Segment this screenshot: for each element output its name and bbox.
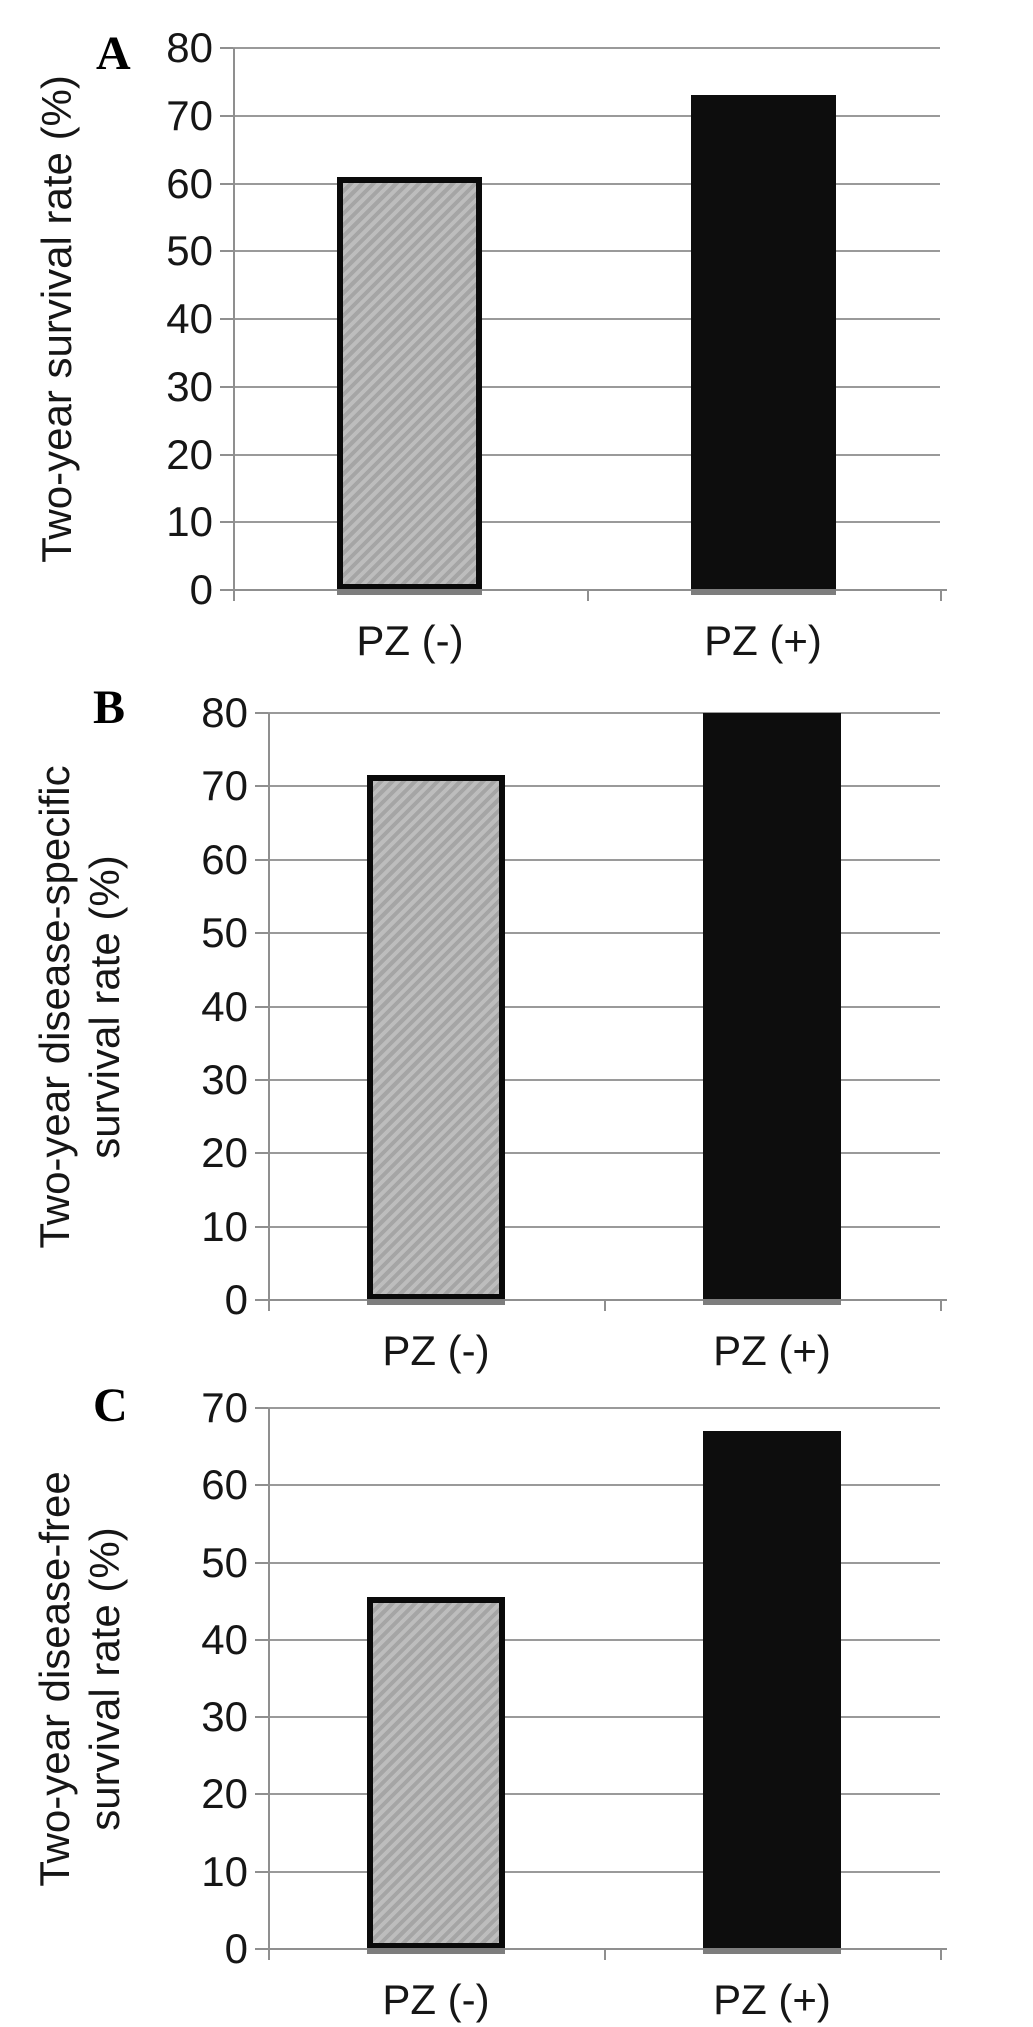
y-axis-tick (255, 1484, 268, 1486)
y-tick-label: 0 (224, 1925, 248, 1972)
y-axis-tick (255, 1639, 268, 1641)
y-tick-label: 40 (201, 983, 248, 1030)
y-axis-tick (255, 1299, 268, 1301)
y-axis-tick (255, 1793, 268, 1795)
x-category-label: PZ (+) (713, 1327, 831, 1374)
y-tick-label: 50 (166, 227, 213, 274)
y-axis-tick (255, 785, 268, 787)
x-axis-tick (940, 1949, 942, 1960)
y-axis-tick (255, 1407, 268, 1409)
y-axis-label-line: Two-year survival rate (%) (33, 75, 80, 563)
y-tick-label: 20 (166, 431, 213, 478)
x-axis-tick (268, 1300, 270, 1311)
y-axis-line (233, 48, 235, 590)
x-category-label: PZ (+) (704, 617, 822, 664)
y-tick-label: 10 (166, 498, 213, 545)
y-axis-line (268, 1408, 270, 1949)
panel-letter-b: B (93, 681, 126, 734)
x-category-label: PZ (+) (713, 1976, 831, 2023)
bar-a-pz-minus (337, 177, 482, 590)
y-axis-tick (220, 386, 233, 388)
x-axis-tick (940, 590, 942, 601)
y-axis-tick (255, 1152, 268, 1154)
bar-b-pz-plus (703, 713, 841, 1300)
y-axis-line (268, 713, 270, 1300)
y-axis-label-a (32, 39, 82, 599)
panel-letter-a: A (96, 27, 131, 80)
x-axis-tick (604, 1300, 606, 1311)
bar-c-pz-minus (367, 1597, 505, 1949)
y-tick-label: 60 (201, 1461, 248, 1508)
gridline (268, 1407, 940, 1409)
y-axis-label-line: Two-year disease-free (31, 1470, 78, 1887)
y-tick-label: 80 (201, 689, 248, 736)
bar-foot (367, 1299, 505, 1305)
y-axis-tick (220, 183, 233, 185)
bar-foot (367, 1948, 505, 1954)
y-axis-tick (255, 932, 268, 934)
y-axis-tick (255, 1716, 268, 1718)
y-tick-label: 70 (166, 92, 213, 139)
x-axis-tick (587, 590, 589, 601)
bar-a-pz-plus (691, 95, 836, 590)
y-tick-label: 20 (201, 1770, 248, 1817)
y-tick-label: 80 (166, 24, 213, 71)
y-tick-label: 10 (201, 1848, 248, 1895)
y-tick-label: 0 (224, 1276, 248, 1323)
panel-letter-c: C (93, 1379, 128, 1432)
y-tick-label: 70 (201, 1384, 248, 1431)
y-axis-tick (255, 1079, 268, 1081)
gridline (233, 47, 940, 49)
y-tick-label: 50 (201, 1539, 248, 1586)
y-axis-tick (220, 454, 233, 456)
bar-foot (337, 589, 482, 595)
bar-foot (703, 1299, 841, 1305)
x-axis-tick (268, 1949, 270, 1960)
y-tick-label: 10 (201, 1203, 248, 1250)
y-axis-tick (220, 521, 233, 523)
y-tick-label: 30 (166, 363, 213, 410)
y-axis-tick (220, 318, 233, 320)
y-tick-label: 50 (201, 909, 248, 956)
y-axis-tick (220, 589, 233, 591)
y-axis-tick (220, 250, 233, 252)
y-axis-label-line: Two-year disease-specific (31, 764, 78, 1249)
y-tick-label: 0 (189, 566, 213, 613)
x-axis-tick (604, 1949, 606, 1960)
x-category-label: PZ (-) (356, 617, 464, 664)
y-tick-label: 40 (166, 295, 213, 342)
y-axis-label-line: survival rate (%) (81, 854, 128, 1159)
x-category-label: PZ (-) (382, 1327, 490, 1374)
y-tick-label: 20 (201, 1129, 248, 1176)
x-axis-tick (940, 1300, 942, 1311)
y-tick-label: 60 (201, 836, 248, 883)
x-axis-tick (233, 590, 235, 601)
y-axis-label-line: survival rate (%) (81, 1526, 128, 1831)
y-axis-tick (255, 1226, 268, 1228)
y-axis-label-b (30, 707, 130, 1307)
bar-foot (703, 1948, 841, 1954)
bar-foot (691, 589, 836, 595)
y-axis-tick (220, 115, 233, 117)
y-tick-label: 70 (201, 762, 248, 809)
y-axis-tick (255, 1948, 268, 1950)
y-axis-tick (255, 859, 268, 861)
y-axis-tick (255, 712, 268, 714)
y-axis-label-c (30, 1379, 130, 1979)
bar-c-pz-plus (703, 1431, 841, 1949)
y-axis-tick (255, 1562, 268, 1564)
y-tick-label: 30 (201, 1693, 248, 1740)
x-category-label: PZ (-) (382, 1976, 490, 2023)
y-axis-tick (255, 1006, 268, 1008)
y-axis-tick (255, 1871, 268, 1873)
y-tick-label: 60 (166, 160, 213, 207)
y-tick-label: 40 (201, 1616, 248, 1663)
y-axis-tick (220, 47, 233, 49)
bar-b-pz-minus (367, 775, 505, 1300)
y-tick-label: 30 (201, 1056, 248, 1103)
